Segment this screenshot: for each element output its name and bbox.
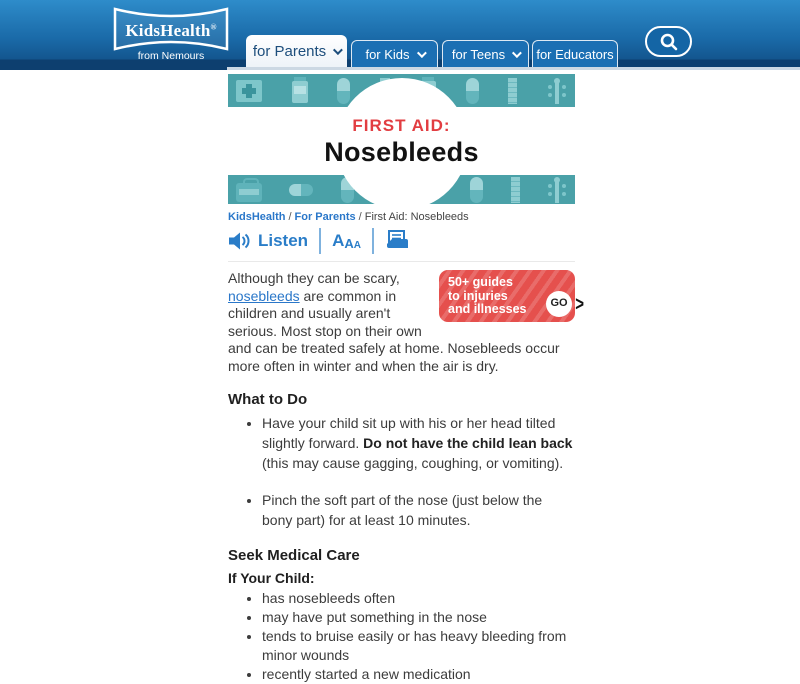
breadcrumb-link-for-parents[interactable]: For Parents xyxy=(294,211,356,223)
listen-label: Listen xyxy=(258,231,309,250)
list-item: • Have your child sit up with his or her head tilted slightly forward. Do not have the child lean back (this may cause gagging, coughing, or vomiting). xyxy=(262,413,575,473)
syringe-icon xyxy=(508,78,517,104)
text-size-large: A xyxy=(332,231,345,250)
medical-bag-icon xyxy=(236,183,262,202)
breadcrumb-separator: / xyxy=(288,211,292,223)
breadcrumb-link-kidshealth[interactable]: KidsHealth xyxy=(228,211,286,223)
pill-icon xyxy=(289,184,313,196)
text-size-medium: A xyxy=(344,236,354,251)
page-title-main: Nosebleeds xyxy=(324,137,479,167)
print-button[interactable] xyxy=(385,230,411,252)
section-heading-seek-medical-care: Seek Medical Care xyxy=(228,546,360,564)
promo-text: 50+ guides to injuries and illnesses xyxy=(448,275,527,316)
speaker-icon xyxy=(228,231,252,251)
capsule-icon xyxy=(466,78,479,104)
tab-label: for Parents xyxy=(252,42,327,60)
search-icon xyxy=(658,31,680,53)
tab-label: for Educators xyxy=(536,46,614,62)
registered-mark: ® xyxy=(210,22,217,32)
go-button[interactable]: GO xyxy=(546,291,572,317)
chevron-right-icon: > xyxy=(575,293,584,317)
toolbar-divider xyxy=(319,228,321,254)
caduceus-icon xyxy=(547,78,567,104)
tab-for-teens[interactable] xyxy=(442,40,529,67)
seek-medical-care-list xyxy=(228,589,575,684)
toolbar-divider xyxy=(372,228,374,254)
syringe-icon xyxy=(511,177,520,203)
list-item: • tends to bruise easily or has heavy bleeding from minor wounds xyxy=(262,627,575,665)
listen-button[interactable] xyxy=(228,231,308,251)
tab-label: for Teens xyxy=(451,46,506,62)
intro-text-before: Although they can be scary, xyxy=(228,270,400,286)
site-header xyxy=(0,0,800,70)
list-item: • recently started a new medication xyxy=(262,665,575,684)
list-item: • has nosebleeds often xyxy=(262,589,575,608)
article-content xyxy=(228,74,584,684)
tab-for-educators[interactable] xyxy=(532,40,618,67)
capsule-icon xyxy=(337,78,350,104)
text-size-small: A xyxy=(353,240,361,251)
pill-bottle-icon xyxy=(292,81,308,103)
tab-for-parents[interactable] xyxy=(246,35,347,67)
page-title-kicker: FIRST AID: xyxy=(352,116,451,135)
section-heading-what-to-do: What to Do xyxy=(228,390,308,408)
subheading-if-your-child: If Your Child: xyxy=(228,569,315,586)
logo-tagline: from Nemours xyxy=(137,50,205,62)
caduceus-icon xyxy=(547,177,567,203)
article-banner xyxy=(228,74,575,204)
intro-text-after: are common in children and usually aren't serious. Most stop on their own and can be treated safely at home. Nosebleeds occur more often in winter and when the air is dry. xyxy=(228,287,560,374)
promo-banner-injury-guides[interactable] xyxy=(439,270,584,322)
first-aid-kit-icon xyxy=(236,80,262,102)
chevron-down-icon xyxy=(333,45,343,55)
nosebleeds-link[interactable]: nosebleeds xyxy=(228,287,300,304)
search-button[interactable] xyxy=(645,26,692,57)
chevron-down-icon xyxy=(416,48,426,58)
article-toolbar xyxy=(228,228,575,262)
page-title xyxy=(228,116,575,168)
logo-title: KidsHealth® xyxy=(125,21,217,40)
intro-paragraph xyxy=(228,270,584,376)
printer-icon xyxy=(385,230,411,252)
list-item: • may have put something in the nose xyxy=(262,608,575,627)
tab-for-kids[interactable] xyxy=(351,40,438,67)
breadcrumb-separator: / xyxy=(358,211,362,223)
list-item: • Pinch the soft part of the nose (just below the bony part) for at least 10 minutes. xyxy=(262,490,575,530)
tab-bar-underline xyxy=(227,67,800,70)
kidshealth-logo[interactable] xyxy=(112,6,230,66)
text-size-button[interactable] xyxy=(332,231,361,251)
tab-label: for Kids xyxy=(365,46,410,62)
chevron-down-icon xyxy=(512,48,522,58)
breadcrumb-current: First Aid: Nosebleeds xyxy=(364,211,469,223)
breadcrumb xyxy=(228,211,575,223)
what-to-do-list xyxy=(228,413,575,530)
capsule-icon xyxy=(470,177,483,203)
